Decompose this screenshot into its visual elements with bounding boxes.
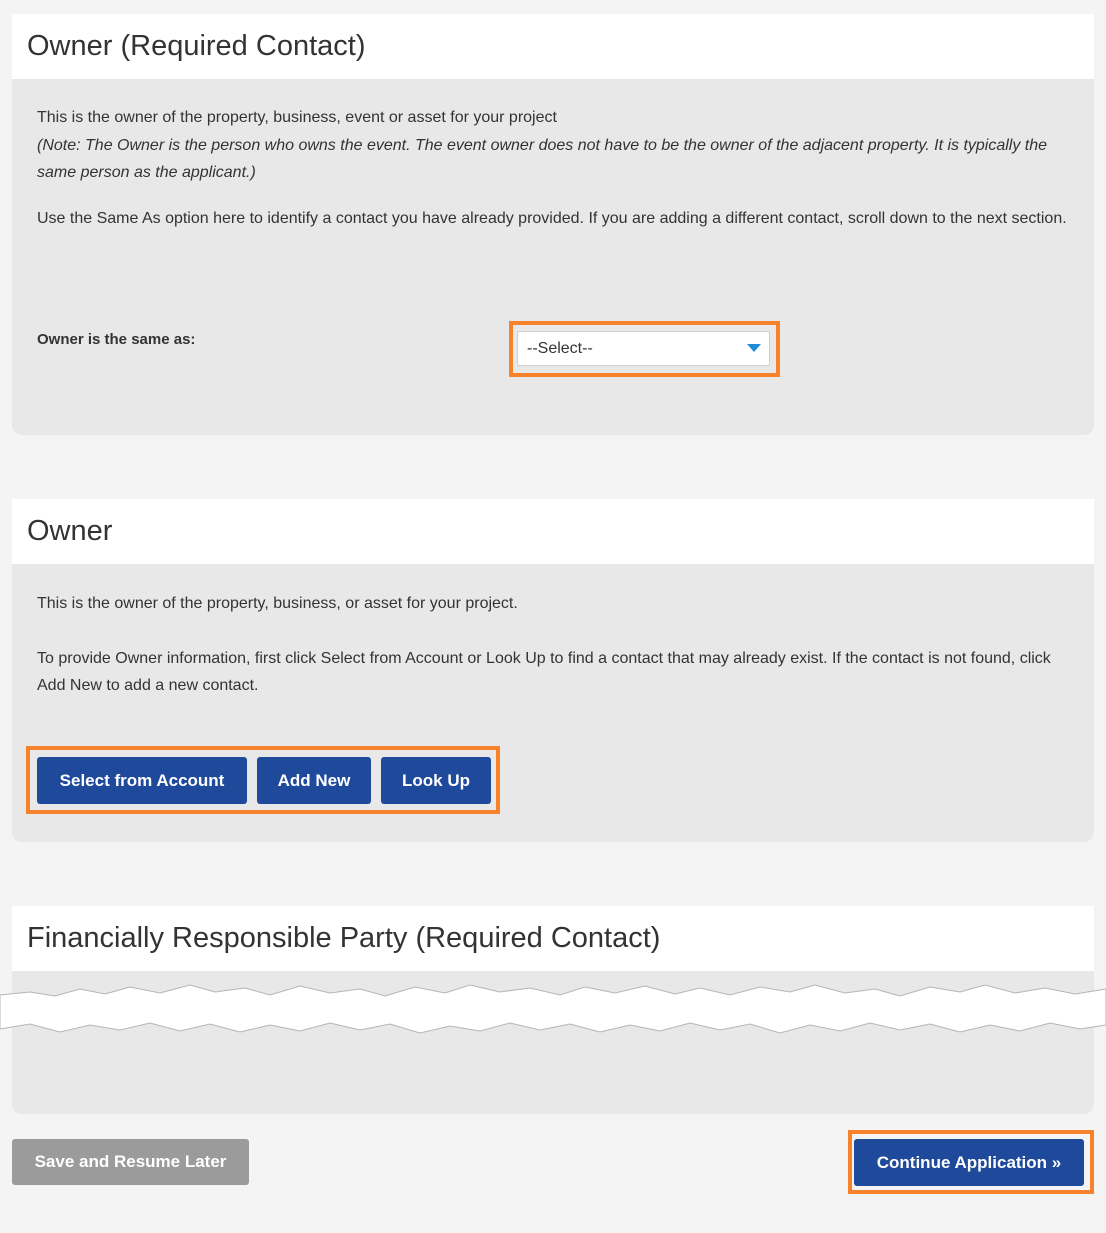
continue-application-button[interactable]: Continue Application » (854, 1139, 1084, 1186)
select-value: --Select-- (527, 339, 593, 357)
same-as-instructions: Use the Same As option here to identify a contact you have already provided. If you are adding a different contact, scroll down to the next section. (37, 209, 1067, 227)
chevron-down-icon (747, 344, 761, 352)
owner-required-title: Owner (Required Contact) (12, 14, 1094, 79)
select-from-account-button[interactable]: Select from Account (37, 757, 247, 804)
owner-same-as-label: Owner is the same as: (37, 331, 196, 348)
financial-title: Financially Responsible Party (Required Contact) (12, 906, 1094, 971)
owner-required-intro: This is the owner of the property, business, event or asset for your project (37, 109, 557, 126)
owner-required-note: (Note: The Owner is the person who owns the event. The event owner does not have to be the owner of the adjacent property. It is typically the same person as the applicant.) (37, 136, 1048, 181)
owner-required-body (12, 79, 1094, 435)
owner-intro: This is the owner of the property, business, or asset for your project. (37, 595, 518, 612)
torn-edge (0, 965, 1106, 1060)
save-and-resume-button[interactable]: Save and Resume Later (12, 1139, 249, 1185)
owner-same-as-select[interactable] (517, 331, 770, 366)
owner-instructions: To provide Owner information, first click Select from Account or Look Up to find a contact that may already exist. If the contact is not found, click Add New to add a new contact. (37, 649, 1051, 694)
look-up-button[interactable]: Look Up (381, 757, 491, 804)
owner-title: Owner (12, 499, 1094, 564)
add-new-button[interactable]: Add New (257, 757, 371, 804)
